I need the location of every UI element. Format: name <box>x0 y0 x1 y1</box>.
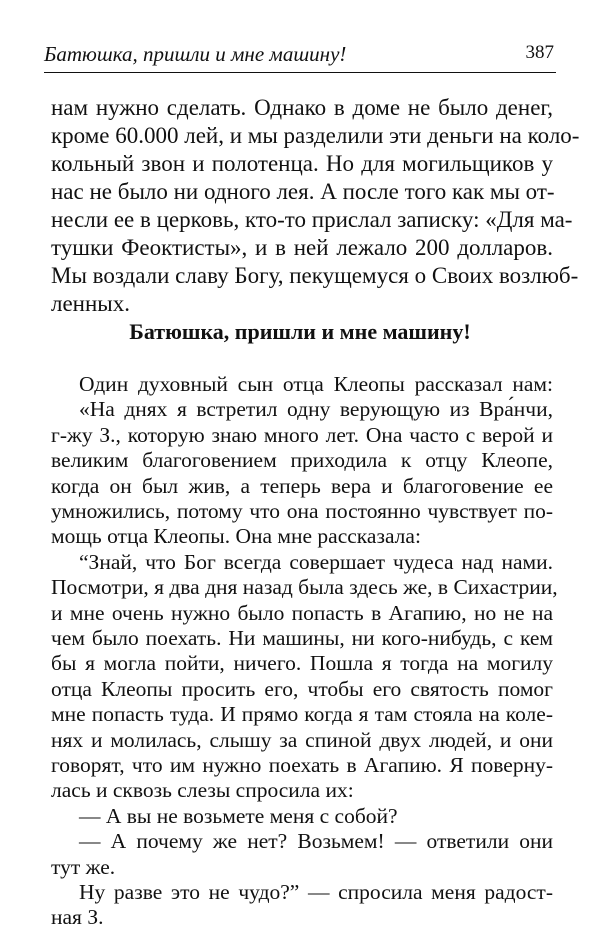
text-line: ленных. <box>51 291 131 316</box>
section-heading: Батюшка, пришли и мне машину! <box>129 319 471 344</box>
text-line: и мне очень нужно было попасть в Агапию, но не на <box>51 600 553 625</box>
running-title: Батюшка, пришли и мне машину! <box>44 42 347 66</box>
text-line: г-жу З., которую знаю много лет. Она часто с верой и <box>51 422 553 447</box>
text-line: нас не было ни одного лея. А после того как мы от- <box>51 179 555 204</box>
text-line: говорят, что им нужно поехать в Агапию. Я поверну- <box>51 753 553 777</box>
text-line: мне попасть туда. И прямо когда я там стояла на коле- <box>51 702 553 727</box>
text-line: тушки Феоктисты», и в ней лежало 200 долларов. <box>51 235 553 260</box>
text-line: мощь отца Клеопы. Она мне рассказала: <box>51 524 421 549</box>
text-line: Посмотри, я два дня назад была здесь же, в Сихастрии, <box>51 575 558 600</box>
text-line: Один духовный сын отца Клеопы рассказал нам: <box>79 372 553 396</box>
text-line: «На днях я встретил одну верующую из Вра́нчи, <box>79 397 553 422</box>
text-line: отца Клеопы просить его, чтобы его святость помог <box>51 676 553 701</box>
text-line: — А вы не возьмете меня с собой? <box>79 803 398 828</box>
page-number: 387 <box>525 42 554 63</box>
text-line: несли ее в церковь, кто-то прислал записку: «Для ма- <box>51 207 573 232</box>
text-line: умножились, потому что она постоянно чувствует по- <box>51 499 553 523</box>
running-header <box>44 38 556 73</box>
text-line: ная З. <box>51 905 104 930</box>
text-line: тут же. <box>51 854 116 879</box>
text-line: когда он был жив, а теперь вера и благоговение ее <box>51 473 553 498</box>
text-line: лась и сквозь слезы спросила их: <box>51 778 354 803</box>
text-line: бы я могла пойти, ничего. Пошла я тогда на могилу <box>51 651 553 676</box>
text-line: нях и молилась, слышу за спиной двух людей, и они <box>51 727 553 752</box>
text-line: кроме 60.000 лей, и мы разделили эти деньги на коло- <box>51 123 580 148</box>
text-line: чем было поехать. Ни машины, ни кого-нибудь, с кем <box>51 626 553 650</box>
text-line: нам нужно сделать. Однако в доме не было денег, <box>51 95 553 120</box>
text-line: Ну разве это не чудо?” — спросила меня радост- <box>79 880 553 904</box>
text-line: “Знай, что Бог всегда совершает чудеса над нами. <box>79 549 553 574</box>
text-line: Мы воздали славу Богу, пекущемуся о Своих возлюб- <box>51 263 579 288</box>
text-line: — А почему же нет? Возьмем! — ответили они <box>79 829 553 854</box>
text-line: кольный звон и полотенца. Но для могильщиков у <box>51 151 553 176</box>
text-line: великим благоговением приходила к отцу Клеопе, <box>51 448 553 473</box>
